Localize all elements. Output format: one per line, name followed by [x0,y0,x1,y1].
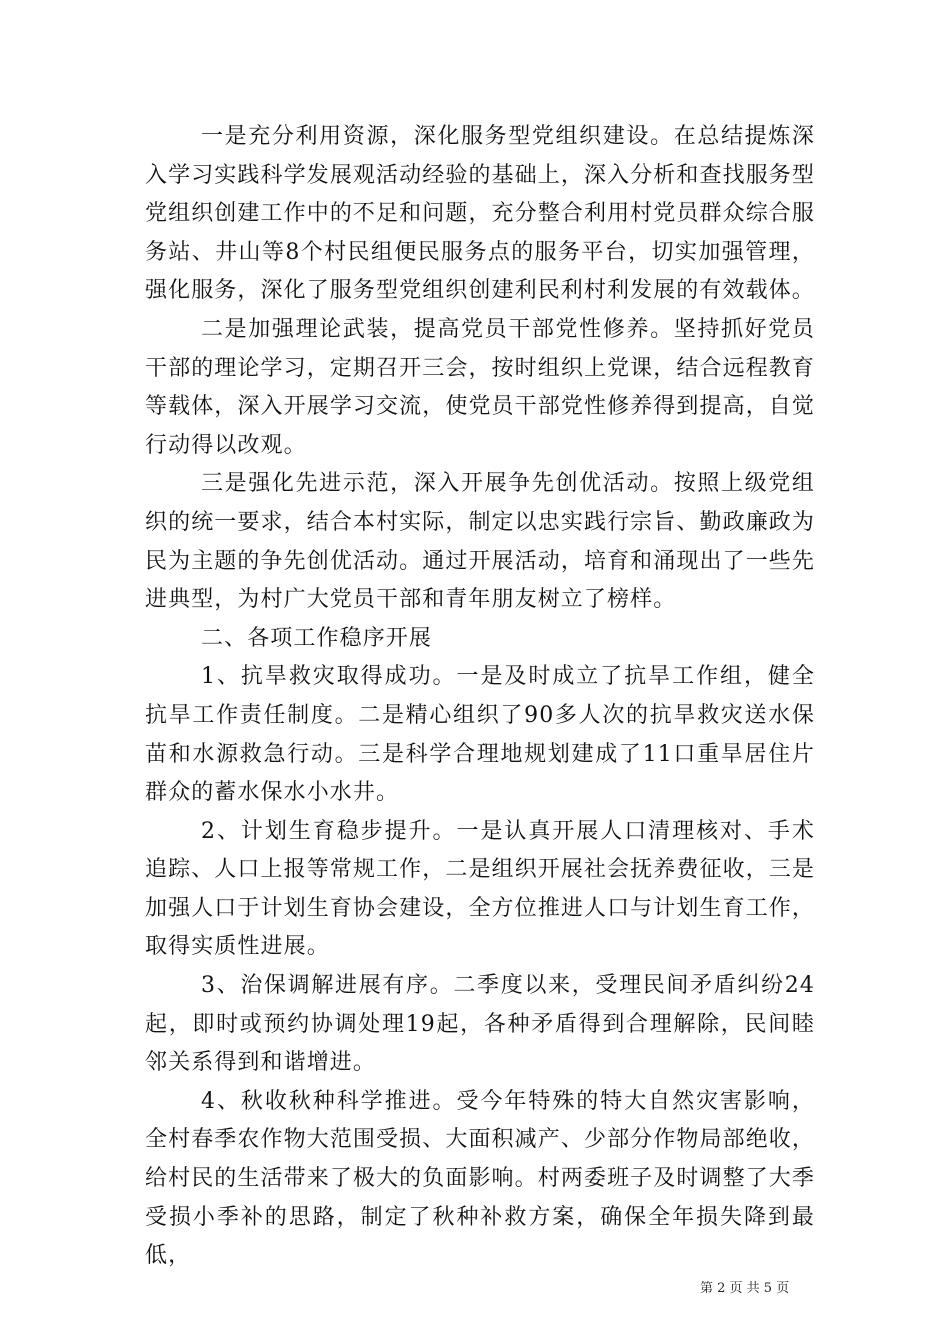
paragraph-3: 三是强化先进示范，深入开展争先创优活动。按照上级党组织的统一要求，结合本村实际，制定以忠实践行宗旨、勤政廉政为民为主题的争先创优活动。通过开展活动，培育和涌现出了一些先进典型，为村广大党员干部和青年朋友树立了榜样。 [145,471,815,613]
paragraph-1: 一是充分利用资源，深化服务型党组织建设。在总结提炼深入学习实践科学发展观活动经验的基础上，深入分析和查找服务型党组织创建工作中的不足和问题，充分整合利用村党员群众综合服务站、井山等8个村民组便民服务点的服务平台，切实加强管理，强化服务，深化了服务型党组织创建利民利村利发展的有效载体。 [145,124,815,304]
paragraph-drought-relief: 1、抗旱救灾取得成功。一是及时成立了抗旱工作组，健全抗旱工作责任制度。二是精心组织了90多人次的抗旱救灾送水保苗和水源救急行动。三是科学合理地规划建成了11口重旱居住片群众的蓄水保水小水井。 [145,664,815,806]
paragraph-mediation: 3、治保调解进展有序。二季度以来，受理民间矛盾纠纷24起，即时或预约协调处理19起，各种矛盾得到合理解除，民间睦邻关系得到和谐增进。 [145,973,815,1076]
section-heading-2: 二、各项工作稳序开展 [201,625,433,651]
document-body [145,118,815,1276]
paragraph-autumn-harvest: 4、秋收秋种科学推进。受今年特殊的特大自然灾害影响，全村春季农作物大范围受损、大面积减产、少部分作物局部绝收，给村民的生活带来了极大的负面影响。村两委班子及时调整了大季受损小季补的思路，制定了秋种补救方案，确保全年损失降到最低， [145,1088,815,1269]
paragraph-2: 二是加强理论武装，提高党员干部党性修养。坚持抓好党员干部的理论学习，定期召开三会，按时组织上党课，结合远程教育等载体，深入开展学习交流，使党员干部党性修养得到提高，自觉行动得以改观。 [145,316,815,458]
page-number-footer: 第 2 页 共 5 页 [700,1281,790,1296]
paragraph-family-planning: 2、计划生育稳步提升。一是认真开展人口清理核对、手术追踪、人口上报等常规工作，二是组织开展社会抚养费征收，三是加强人口于计划生育协会建设，全方位推进人口与计划生育工作，取得实质性进展。 [145,818,815,960]
